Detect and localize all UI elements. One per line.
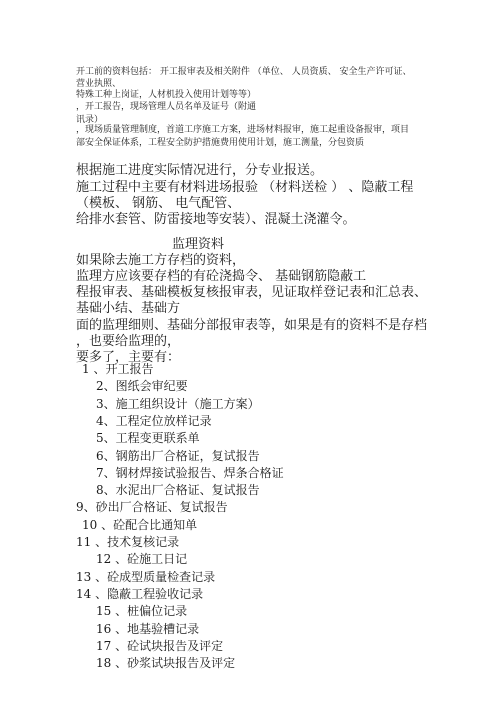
list-item bbox=[96, 551, 187, 567]
prep-line-6: ，现场质量管理制度，首道工序施工方案，进场材料报审，施工起重设备报审，项目 bbox=[76, 125, 410, 135]
list-item-text: 砼配合比通知单 bbox=[113, 518, 198, 532]
list-item-number: 11 、 bbox=[76, 535, 108, 549]
list-item-text: 水泥出厂合格证、复试报告 bbox=[115, 483, 260, 497]
supervision-line-4: 基础小结、基础方 bbox=[76, 301, 181, 316]
list-item-text: 钢筋出厂合格证，复试报告 bbox=[115, 449, 260, 463]
list-item-text: 砂出厂合格证、复试报告 bbox=[95, 500, 228, 514]
list-item-text: 桩偏位记录 bbox=[127, 604, 188, 618]
prep-line-7: 部安全保证体系，工程安全防护措施费用使用计划，施工测量，分包资质 bbox=[76, 138, 365, 148]
list-item bbox=[96, 378, 188, 394]
supervision-line-5: 面的监理细则、基础分部报审表等，如果是有的资料不是存档 bbox=[76, 318, 428, 333]
list-item-text: 砼施工日记 bbox=[127, 552, 188, 566]
list-item bbox=[96, 482, 260, 498]
process-line-4: 给排水套管、防雷接地等安装）、混凝土浇灌令。 bbox=[76, 212, 356, 227]
list-item-number: 5、 bbox=[96, 431, 116, 445]
list-item bbox=[96, 603, 187, 619]
list-item bbox=[76, 586, 203, 602]
list-item-number: 13 、 bbox=[76, 570, 108, 584]
list-item-text: 砼试块报告及评定 bbox=[127, 639, 224, 653]
list-item-number: 3、 bbox=[96, 397, 116, 411]
list-item-text: 砂浆试块报告及评定 bbox=[127, 656, 236, 670]
list-item-text: 施工组织设计（施工方案） bbox=[115, 397, 260, 411]
list-item-text: 工程定位放样记录 bbox=[115, 414, 212, 428]
list-item bbox=[96, 655, 235, 671]
supervision-line-3: 程报审表、基础模板复核报审表，见证取样登记表和汇总表、 bbox=[76, 285, 428, 300]
process-line-2: 施工过程中主要有材料进场报验 （材料送检 ） 、隐蔽工程 bbox=[76, 180, 414, 195]
list-item bbox=[76, 569, 215, 585]
list-item-number: 15 、 bbox=[96, 604, 128, 618]
list-item-text: 开工报告 bbox=[105, 362, 154, 376]
process-line-3: （模板、 钢筋、 电气配管、 bbox=[76, 196, 241, 211]
prep-line-5: 讯录） bbox=[76, 115, 104, 125]
supervision-line-6: ，也要给监理的， bbox=[76, 334, 181, 349]
list-item-text: 隐蔽工程验收记录 bbox=[107, 587, 204, 601]
list-item-number: 2、 bbox=[96, 379, 116, 393]
list-item-number: 18 、 bbox=[96, 656, 128, 670]
list-item-number: 14 、 bbox=[76, 587, 108, 601]
list-item bbox=[96, 638, 223, 654]
list-item-number: 7、 bbox=[96, 466, 116, 480]
prep-line-4: ，开工报告，现场管理人员名单及证号（附通 bbox=[76, 102, 257, 112]
list-item-text: 钢材焊接试验报告、焊条合格证 bbox=[115, 466, 284, 480]
list-item-text: 工程变更联系单 bbox=[115, 431, 200, 445]
list-item bbox=[96, 430, 200, 446]
supervision-line-2: 监理方应该要存档的有砼浇捣令、 基础钢筋隐蔽工 bbox=[76, 269, 367, 284]
prep-line-2: 营业执照、 bbox=[76, 79, 122, 89]
list-item-number: 17 、 bbox=[96, 639, 128, 653]
list-item bbox=[82, 361, 153, 377]
list-item bbox=[76, 499, 228, 515]
list-item-text: 技术复核记录 bbox=[107, 535, 180, 549]
list-item-text: 地基验槽记录 bbox=[127, 622, 200, 636]
list-item bbox=[96, 465, 284, 481]
list-item bbox=[96, 621, 199, 637]
list-item-number: 16 、 bbox=[96, 622, 128, 636]
process-line-1: 根据施工进度实际情况进行，分专业报送。 bbox=[76, 163, 324, 178]
list-item-number: 10 、 bbox=[82, 518, 114, 532]
list-item-text: 图纸会审纪要 bbox=[115, 379, 188, 393]
list-item-number: 6、 bbox=[96, 449, 116, 463]
list-item-text: 砼成型质量检查记录 bbox=[107, 570, 216, 584]
list-item bbox=[96, 396, 260, 412]
list-item bbox=[82, 517, 197, 533]
list-item-number: 9、 bbox=[76, 500, 96, 514]
list-item bbox=[96, 448, 260, 464]
list-item-number: 1 、 bbox=[82, 362, 106, 376]
list-item-number: 8、 bbox=[96, 483, 116, 497]
list-item bbox=[76, 534, 179, 550]
supervision-line-1: 如果除去施工方存档的资料， bbox=[76, 253, 246, 268]
prep-line-1: 开工前的资料包括： 开工报审表及相关附件 （单位、 人员资质、 安全生产许可证、 bbox=[76, 67, 412, 77]
prep-line-3: 特殊工种上岗证，人材机投入使用计划等等） bbox=[76, 90, 257, 100]
list-item bbox=[96, 413, 212, 429]
list-item-number: 12 、 bbox=[96, 552, 128, 566]
supervision-line-7: 要多了，主要有： bbox=[76, 350, 181, 365]
section-heading: 监理资料 bbox=[172, 237, 225, 252]
list-item-number: 4、 bbox=[96, 414, 116, 428]
